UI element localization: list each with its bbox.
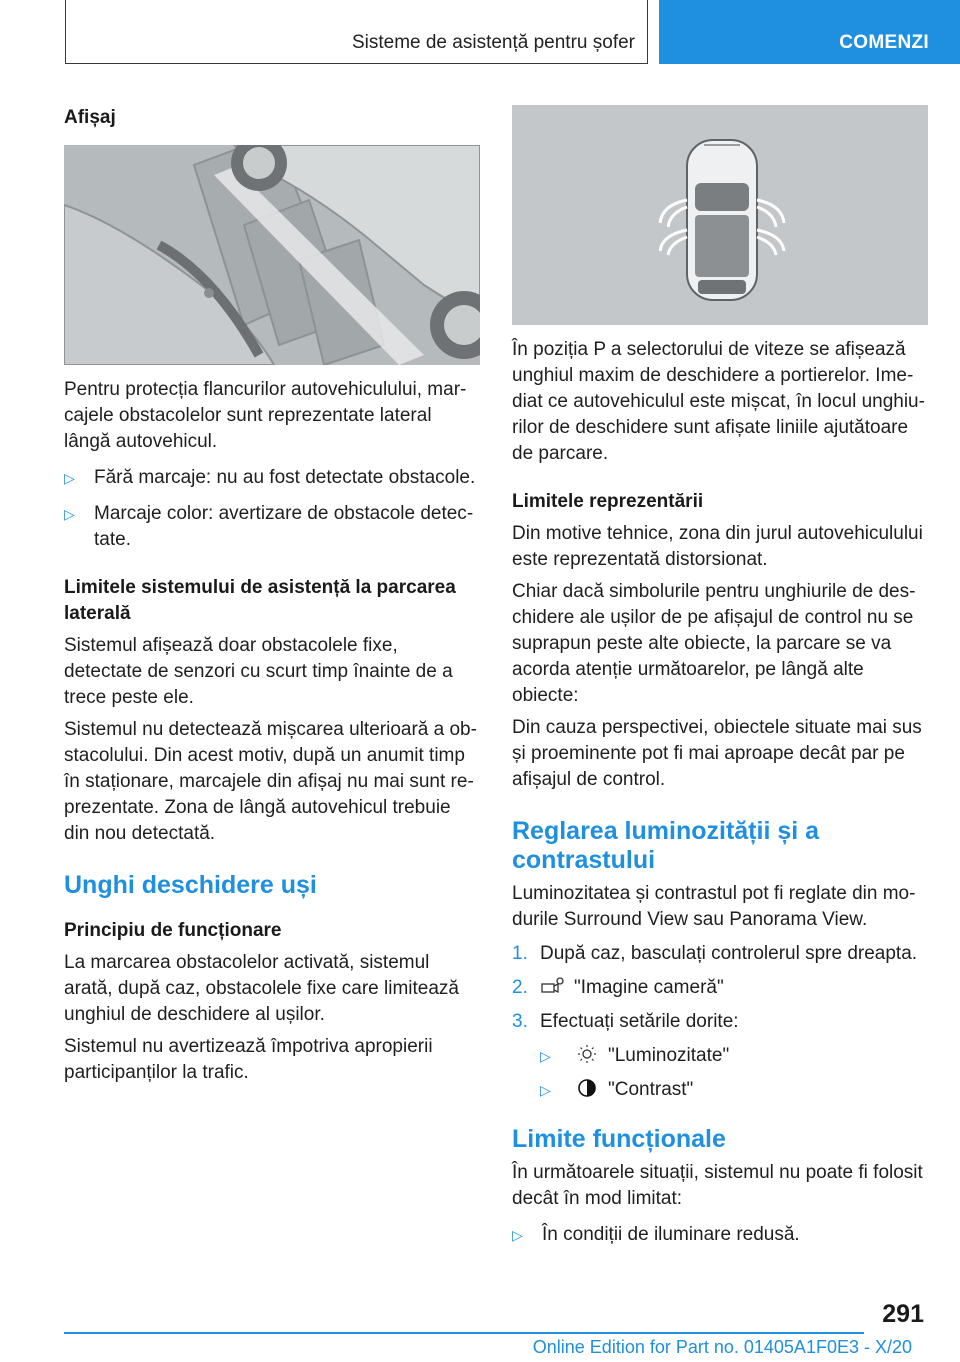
step-item: 2. "Imagine cameră" [512, 977, 724, 998]
paragraph: Din cauza perspectivei, obiectele situate mai sus și proeminente pot fi mai aproape decât par pe afișajul de control. [512, 717, 922, 790]
triangle-bullet-icon: ▷ [540, 1082, 551, 1098]
paragraph: Sistemul afișează doar obstacolele fixe, detectate de senzori cu scurt timp înainte de a trece peste ele. [64, 635, 453, 708]
sub-option-item: ▷ "Luminozitate" [540, 1043, 928, 1069]
paragraph: Sistemul nu detectează mișcarea ulterioară a obstacolului. Din acest motiv, după un anumit timp în staționare, marcajele din afișaj nu mai sunt reprezentate. Zona de lângă autovehicul trebuie din nou detectată. [64, 719, 477, 844]
representation-limits-heading: Limitele reprezentării [512, 491, 704, 512]
step-item: 1. După caz, basculați controlerul spre dreapta. [512, 943, 918, 964]
page-number: 291 [882, 1300, 924, 1328]
side-parking-drawing [64, 145, 480, 365]
footer-divider [64, 1332, 864, 1334]
paragraph: Luminozitatea și contrastul pot fi reglate din modurile Surround View sau Panorama View. [512, 883, 916, 930]
tab-label: COMENZI [839, 32, 929, 53]
door-angle-heading: Unghi deschidere uși [64, 871, 317, 899]
limits-heading: Limitele sistemului de asistență la parcarea laterală [64, 577, 456, 624]
header-section-box [65, 0, 648, 64]
principle-heading: Principiu de funcționare [64, 920, 282, 941]
paragraph: La marcarea obstacolelor activată, sistemul arată, după caz, obstacolele fixe care limitează unghiul de deschidere al ușilor. [64, 952, 459, 1025]
paragraph: Sistemul nu avertizează împotriva apropierii participanților la trafic. [64, 1036, 433, 1083]
sub-option-item: ▷ "Contrast" [540, 1077, 928, 1103]
list-item: ▷ Marcaje color: avertizare de obstacole detectate. [64, 501, 480, 553]
header-tab[interactable] [659, 0, 960, 64]
illustration-caption: În poziția P a selectorului de viteze se afișează unghiul maxim de deschidere a portierelor. Imediat ce autovehiculul este mișcat, în locul unghiurilor de deschidere sunt afișate liniile ajutătoare de parcare. [512, 339, 925, 464]
right-column [512, 105, 928, 1248]
illustration-caption: Pentru protecția flancurilor autovehiculului, marcajele obstacolelor sunt reprezentate lateral lângă autovehicul. [64, 379, 467, 452]
side-parking-illustration [64, 145, 480, 365]
edition-link[interactable]: Online Edition for Part no. 01405A1F0E3 - X/20 [532, 1337, 912, 1357]
display-heading: Afișaj [64, 107, 116, 128]
contrast-icon [574, 1078, 600, 1098]
paragraph: Din motive tehnice, zona din jurul autovehiculului este reprezentată distorsionat. [512, 523, 923, 570]
section-title: Sisteme de asistență pentru șofer [351, 32, 635, 53]
brightness-contrast-heading: Reglarea luminozității și a contrastului [512, 817, 820, 874]
paragraph: În următoarele situații, sistemul nu poate fi folosit decât în mod limitat: [512, 1162, 923, 1209]
paragraph: Chiar dacă simbolurile pentru unghiurile de deschidere ale ușilor de pe afișajul de control nu se suprapun peste alte obiecte, la parcare se va acorda atenție următoarelor, pe lângă alte obiecte: [512, 581, 916, 706]
triangle-bullet-icon: ▷ [64, 506, 75, 522]
triangle-bullet-icon: ▷ [540, 1048, 551, 1064]
brightness-icon [574, 1044, 600, 1064]
door-angle-illustration [512, 105, 928, 325]
triangle-bullet-icon: ▷ [64, 470, 75, 486]
camera-settings-icon [540, 976, 566, 996]
functional-limits-heading: Limite funcționale [512, 1125, 726, 1153]
door-angle-drawing [512, 105, 928, 325]
left-column [64, 105, 480, 1086]
step-item: 3. Efectuați setările dorite: [512, 1011, 739, 1032]
triangle-bullet-icon: ▷ [512, 1227, 523, 1243]
list-item: ▷ Fără marcaje: nu au fost detectate obstacole. [64, 465, 480, 491]
list-item: ▷ În condiții de iluminare redusă. [512, 1222, 928, 1248]
